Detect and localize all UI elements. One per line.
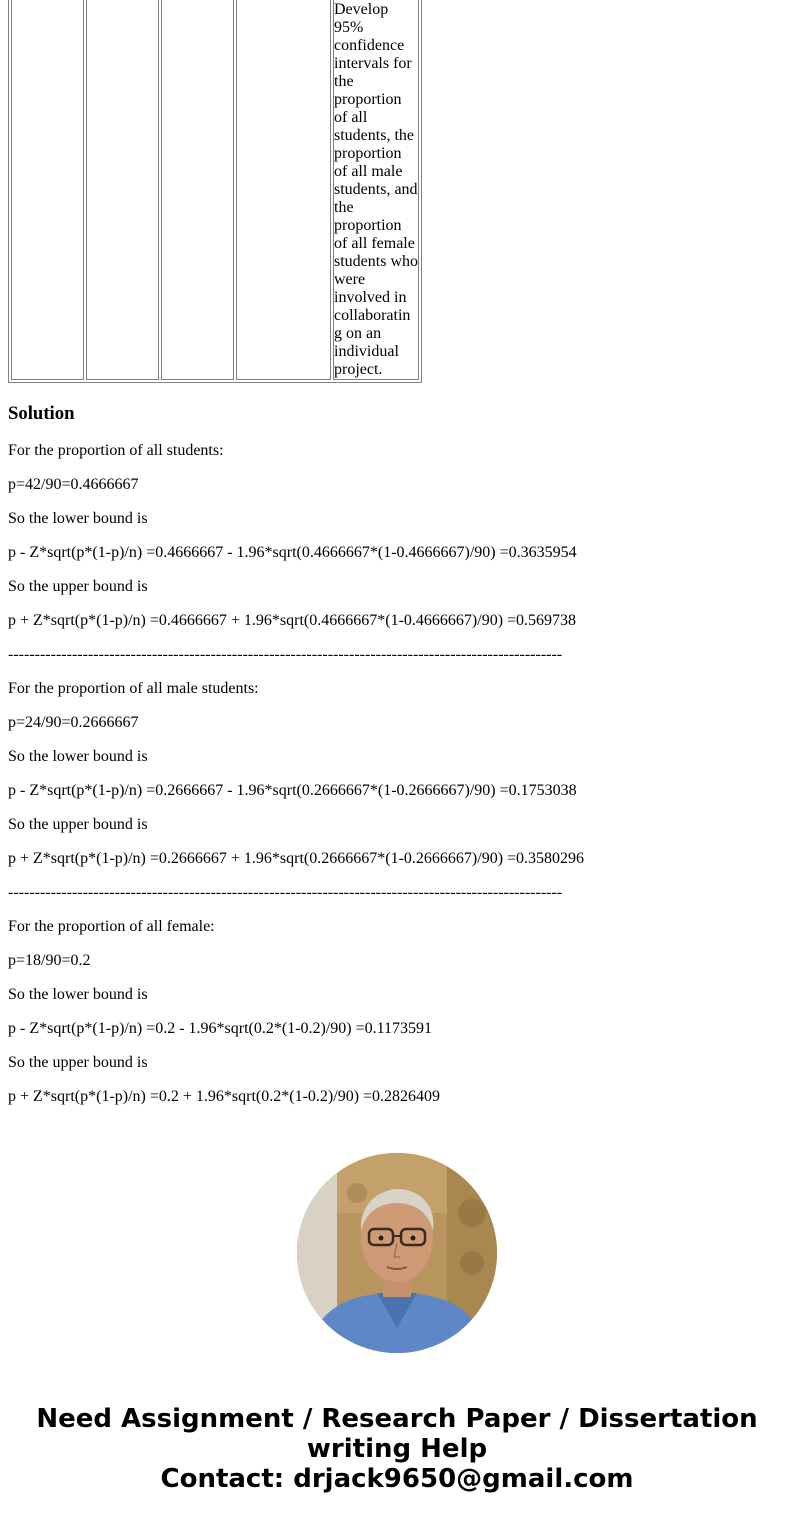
solution-line: For the proportion of all male students: <box>8 680 259 697</box>
solution-line: So the lower bound is <box>8 748 148 765</box>
separator-line: -------------------------------------------------------------------------------------------------------- <box>8 884 563 901</box>
solution-heading: Solution <box>8 403 75 424</box>
contact-banner <box>0 1404 794 1494</box>
table-cell <box>161 0 234 380</box>
table-cell <box>86 0 159 380</box>
solution-line: p + Z*sqrt(p*(1-p)/n) =0.4666667 + 1.96*sqrt(0.4666667*(1-0.4666667)/90) =0.569738 <box>8 612 577 629</box>
contact-email[interactable]: Contact: drjack9650@gmail.com <box>160 1464 634 1494</box>
author-photo <box>297 1153 497 1353</box>
solution-line: p - Z*sqrt(p*(1-p)/n) =0.4666667 - 1.96*sqrt(0.4666667*(1-0.4666667)/90) =0.3635954 <box>8 544 577 561</box>
question-table <box>8 0 422 383</box>
solution-line: p=18/90=0.2 <box>8 952 91 969</box>
separator-line: -------------------------------------------------------------------------------------------------------- <box>8 646 563 663</box>
portrait-image <box>297 1153 497 1353</box>
banner-line: Need Assignment / Research Paper / Dissertation <box>36 1404 758 1434</box>
solution-line: For the proportion of all students: <box>8 442 224 459</box>
solution-line: So the upper bound is <box>8 1054 148 1071</box>
solution-line: For the proportion of all female: <box>8 918 215 935</box>
solution-line: So the upper bound is <box>8 816 148 833</box>
solution-body <box>8 442 788 1122</box>
table-cell <box>236 0 331 380</box>
solution-line: p=24/90=0.2666667 <box>8 714 139 731</box>
solution-line: p=42/90=0.4666667 <box>8 476 139 493</box>
solution-line: So the lower bound is <box>8 986 148 1003</box>
solution-line: p - Z*sqrt(p*(1-p)/n) =0.2 - 1.96*sqrt(0.2*(1-0.2)/90) =0.1173591 <box>8 1020 433 1037</box>
solution-line: p - Z*sqrt(p*(1-p)/n) =0.2666667 - 1.96*sqrt(0.2666667*(1-0.2666667)/90) =0.1753038 <box>8 782 577 799</box>
solution-line: p + Z*sqrt(p*(1-p)/n) =0.2 + 1.96*sqrt(0.2*(1-0.2)/90) =0.2826409 <box>8 1088 441 1105</box>
banner-line: writing Help <box>306 1434 488 1464</box>
solution-line: So the lower bound is <box>8 510 148 527</box>
solution-line: So the upper bound is <box>8 578 148 595</box>
solution-line: p + Z*sqrt(p*(1-p)/n) =0.2666667 + 1.96*sqrt(0.2666667*(1-0.2666667)/90) =0.3580296 <box>8 850 585 867</box>
question-text: Develop 95% confidence intervals for the proportion of all students, the proportion of all male students, and the proportion of all female students who were involved in collaborating on an individual project. <box>334 1 418 378</box>
table-row <box>11 0 419 380</box>
table-cell <box>333 0 419 380</box>
table-cell <box>11 0 84 380</box>
